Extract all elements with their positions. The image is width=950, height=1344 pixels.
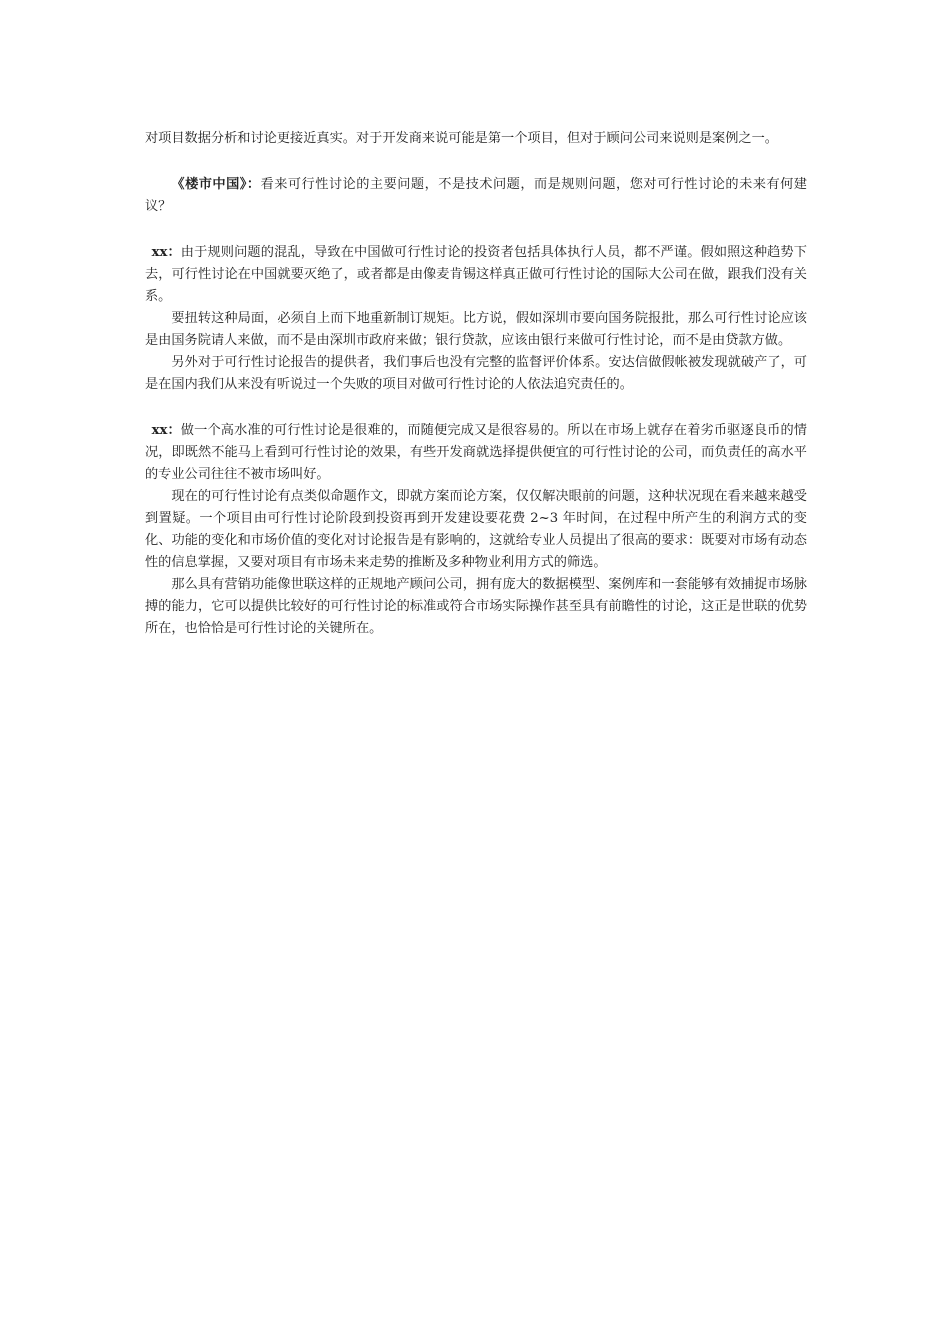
question-paragraph bbox=[145, 174, 807, 218]
spacer bbox=[145, 218, 807, 242]
answer1-paragraph-2: 要扭转这种局面，必须自上而下地重新制订规矩。比方说，假如深圳市要向国务院报批，那么可行性讨论应该是由国务院请人来做，而不是由深圳市政府来做；银行贷款，应该由银行来做可行性讨论，而不是由贷款方做。 bbox=[145, 311, 807, 348]
answer1-paragraph-3: 另外对于可行性讨论报告的提供者，我们事后也没有完整的监督评价体系。安达信做假帐被发现就破产了，可是在国内我们从来没有听说过一个失败的项目对做可行性讨论的人依法追究责任的。 bbox=[145, 355, 807, 392]
answer2-text: 做一个高水准的可行性讨论是很难的，而随便完成又是很容易的。所以在市场上就存在着劣币驱逐良币的情况，即既然不能马上看到可行性讨论的效果，有些开发商就选择提供便宜的可行性讨论的公司，而负责任的高水平的专业公司往往不被市场叫好。 bbox=[145, 423, 807, 482]
answer2-paragraph-3: 那么具有营销功能像世联这样的正规地产顾问公司，拥有庞大的数据模型、案例库和一套能够有效捕捉市场脉搏的能力，它可以提供比较好的可行性讨论的标准或符合市场实际操作甚至具有前瞻性的讨论，这正是世联的优势所在，也恰恰是可行性讨论的关键所在。 bbox=[145, 577, 807, 636]
answer1-paragraph bbox=[145, 242, 807, 308]
spacer bbox=[145, 396, 807, 420]
question-text: 看来可行性讨论的主要问题，不是技术问题，而是规则问题，您对可行性讨论的未来有何建议？ bbox=[145, 177, 807, 214]
answer2-paragraph-2: 现在的可行性讨论有点类似命题作文，即就方案而论方案，仅仅解决眼前的问题，这种状况现在看来越来越受到置疑。一个项目由可行性讨论阶段到投资再到开发建设要花费 2~3 年时间，在过程中所产生的利润方式的变化、功能的变化和市场价值的变化对讨论报告是有影响的，这就给专业人员提出了很高的要求：既要对市场有动态性的信息掌握，又要对项目有市场未来走势的推断及多种物业利用方式的筛选。 bbox=[145, 489, 807, 570]
paragraph-intro: 对项目数据分析和讨论更接近真实。对于开发商来说可能是第一个项目，但对于顾问公司来说则是案例之一。 bbox=[145, 131, 778, 146]
answer2-paragraph bbox=[145, 420, 807, 486]
answer2-speaker: xx： bbox=[151, 423, 181, 438]
answer1-speaker: xx： bbox=[151, 245, 181, 260]
spacer bbox=[145, 150, 807, 174]
document-page bbox=[145, 128, 807, 640]
answer1-text: 由于规则问题的混乱，导致在中国做可行性讨论的投资者包括具体执行人员，都不严谨。假如照这种趋势下去，可行性讨论在中国就要灭绝了，或者都是由像麦肯锡这样真正做可行性讨论的国际大公司在做，跟我们没有关系。 bbox=[145, 245, 807, 304]
question-speaker: 《楼市中国》： bbox=[171, 177, 261, 192]
